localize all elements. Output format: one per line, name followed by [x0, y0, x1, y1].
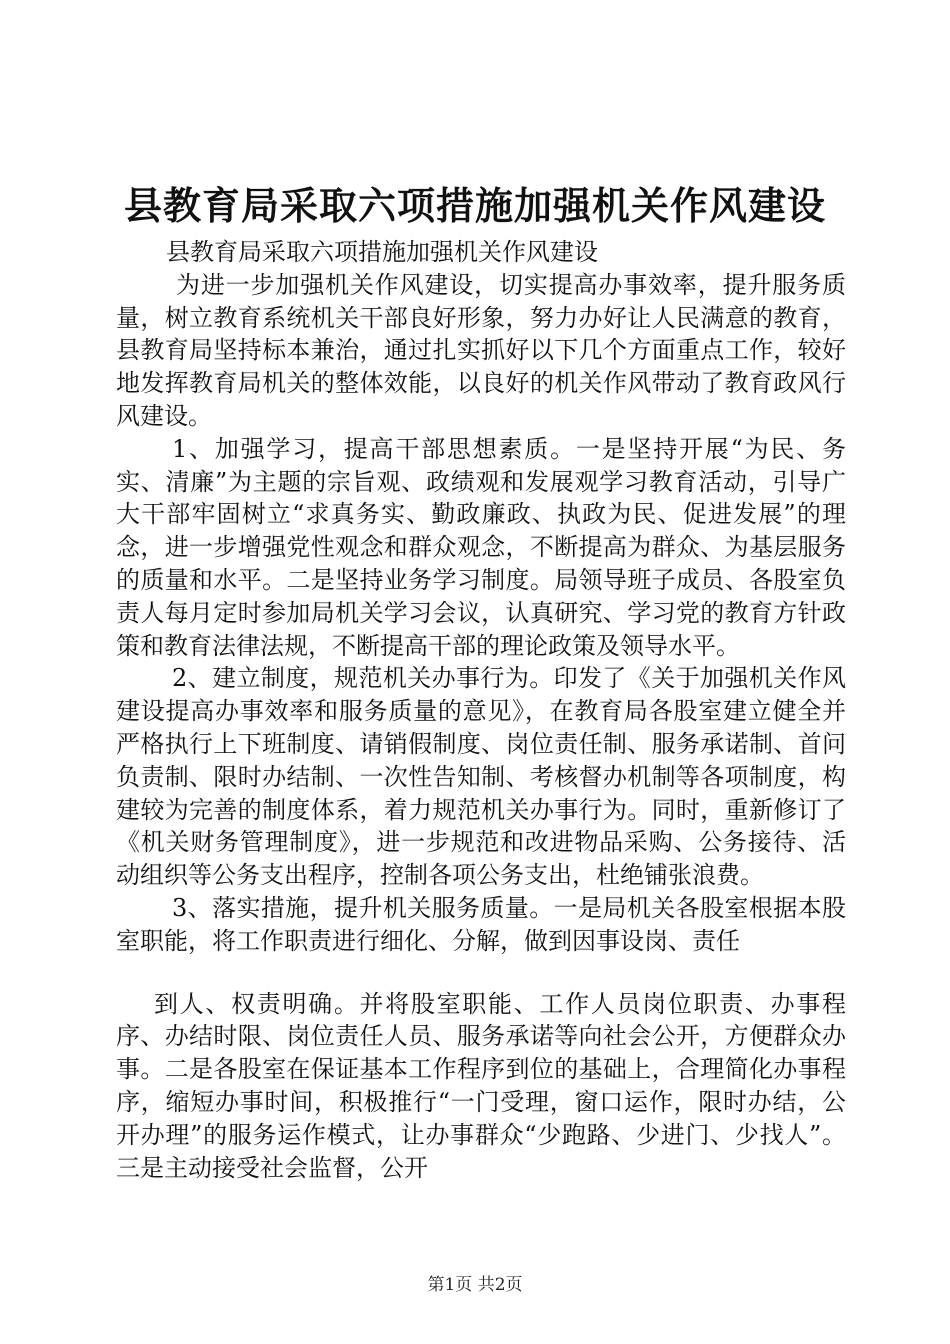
paragraph-item-2: 2、建立制度，规范机关办事行为。印发了《关于加强机关作风建设提高办事效率和服务质量的意见》，在教育局各股室建立健全并严格执行上下班制度、请销假制度、岗位责任制、服务承诺制、首问负责制、限时办结制、一次性告知制、考核督办机制等各项制度，构建较为完善的制度体系，着力规范机关办事行为。同时，重新修订了《机关财务管理制度》，进一步规范和改进物品采购、公务接待、活动组织等公务支出程序，控制各项公务支出，杜绝铺张浪费。 [116, 664, 846, 890]
paragraph-item-3-continued: 到人、权责明确。并将股室职能、工作人员岗位职责、办事程序、办结时限、岗位责任人员、服务承诺等向社会公开，方便群众办事。二是各股室在保证基本工作程序到位的基础上，合理简化办事程序，缩短办事时间，积极推行“一门受理，窗口运作，限时办结，公开办理”的服务运作模式，让办事群众“少跑路、少进门、少找人”。三是主动接受社会监督，公开 [116, 989, 846, 1182]
paragraph-item-1: 1、加强学习，提高干部思想素质。一是坚持开展“为民、务实、清廉”为主题的宗旨观、政绩观和发展观学习教育活动，引导广大干部牢固树立“求真务实、勤政廉政、执政为民、促进发展”的理念，进一步增强党性观念和群众观念，不断提高为群众、为基层服务的质量和水平。二是坚持业务学习制度。局领导班子成员、各股室负责人每月定时参加局机关学习会议，认真研究、学习党的教育方针政策和教育法律法规，不断提高干部的理论政策及领导水平。 [116, 434, 846, 660]
document-body [116, 236, 846, 1184]
paragraph-intro: 为进一步加强机关作风建设，切实提高办事效率，提升服务质量，树立教育系统机关干部良好形象，努力办好让人民满意的教育，县教育局坚持标本兼治，通过扎实抓好以下几个方面重点工作，较好地发挥教育局机关的整体效能，以良好的机关作风带动了教育政风行风建设。 [116, 270, 846, 430]
page-number: 第1页 共2页 [427, 1275, 523, 1295]
document-subtitle: 县教育局采取六项措施加强机关作风建设 [166, 238, 598, 266]
paragraph-item-3: 3、落实措施，提升机关服务质量。一是局机关各股室根据本股室职能，将工作职责进行细化、分解，做到因事设岗、责任 [116, 893, 846, 955]
document-title: 县教育局采取六项措施加强机关作风建设 [123, 183, 826, 228]
